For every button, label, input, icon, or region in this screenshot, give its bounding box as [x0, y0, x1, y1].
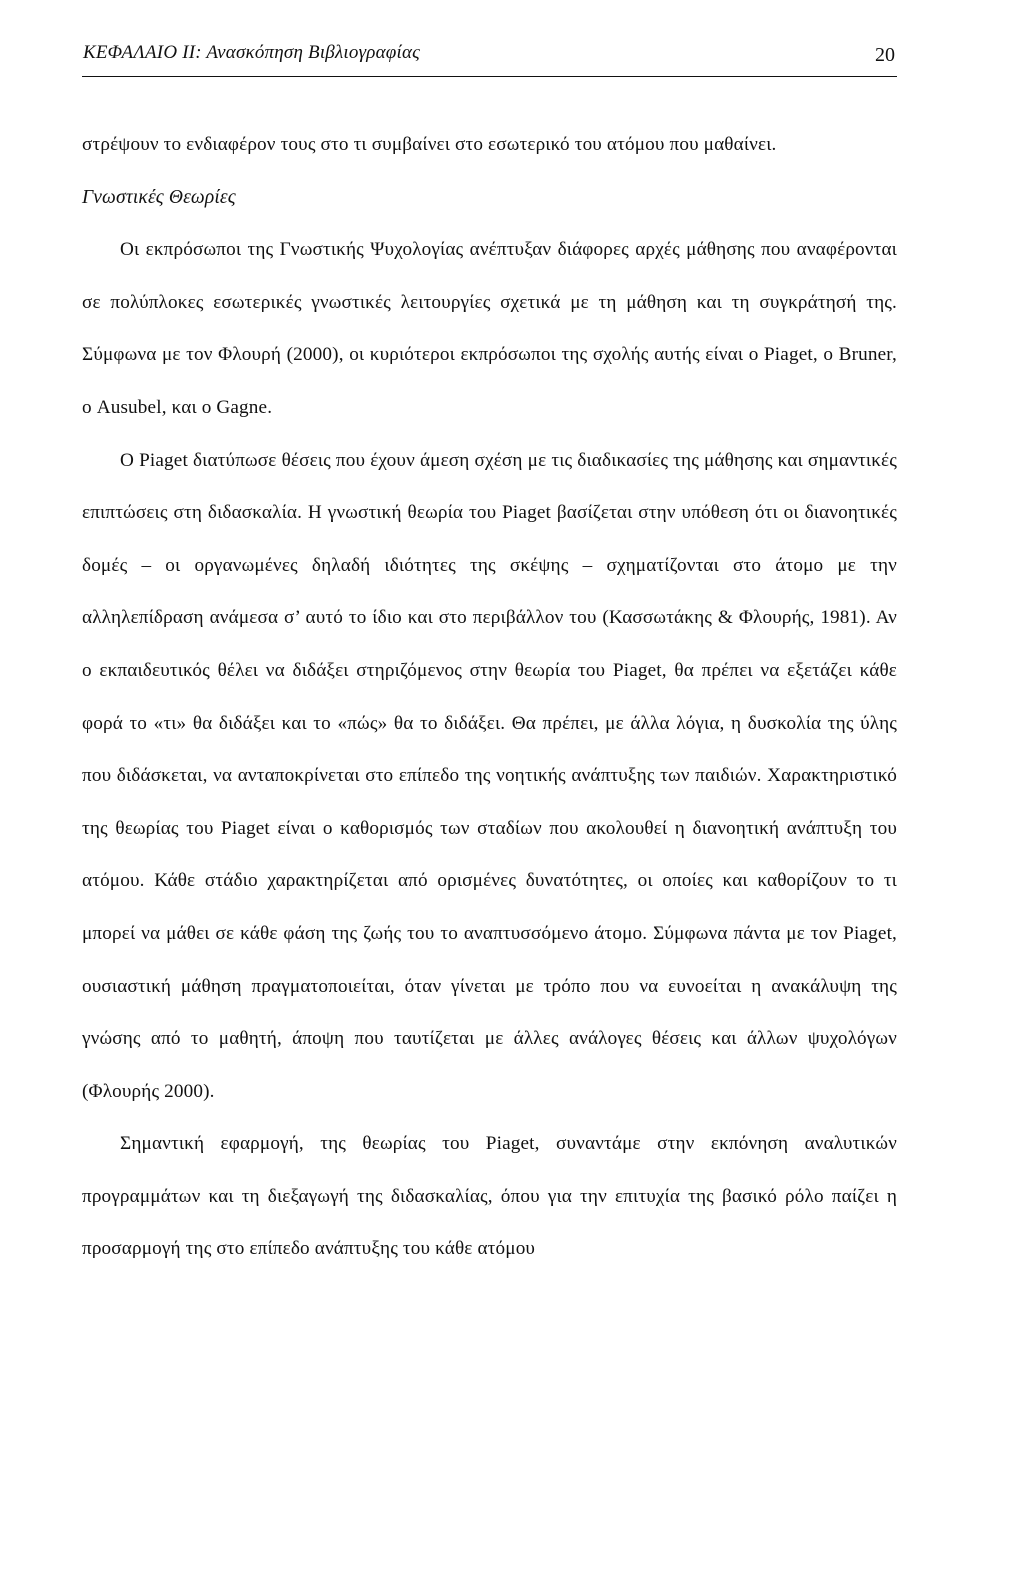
chapter-title: ΚΕΦΑΛΑΙΟ ΙΙ: Ανασκόπηση Βιβλιογραφίας [83, 42, 421, 63]
paragraph-cognitive-theories: Οι εκπρόσωποι της Γνωστικής Ψυχολογίας ανέπτυξαν διάφορες αρχές μάθησης που αναφέρονται σε πολύπλοκες εσωτερικές γνωστικές λειτουργίες σχετικά με τη μάθηση και τη συγκράτησή της. Σύμφωνα με τον Φλουρή (2000), οι κυριότεροι εκπρόσωποι της σχολής αυτής είναι ο Piaget, ο Bruner, ο Ausubel, και ο Gagne. [82, 239, 897, 418]
paragraph-application: Σημαντική εφαρμογή, της θεωρίας του Piaget, συναντάμε στην εκπόνηση αναλυτικών προγραμμάτων και τη διεξαγωγή της διδασκαλίας, όπου για την επιτυχία της βασικό ρόλο παίζει η προσαρμογή της στο επίπεδο ανάπτυξης του κάθε ατόμου [82, 1133, 897, 1260]
document-page [82, 36, 897, 1276]
page-header [82, 36, 897, 77]
paragraph-piaget: Ο Piaget διατύπωσε θέσεις που έχουν άμεση σχέση με τις διαδικασίες της μάθησης και σημαντικές επιπτώσεις στη διδασκαλία. Η γνωστική θεωρία του Piaget βασίζεται στην υπόθεση ότι οι διανοητικές δομές – οι οργανωμένες δηλαδή ιδιότητες της σκέψης – σχηματίζονται στο άτομο με την αλληλεπίδραση ανάμεσα σ’ αυτό το ίδιο και στο περιβάλλον του (Κασσωτάκης & Φλουρής, 1981). Αν ο εκπαιδευτικός θέλει να διδάξει στηριζόμενος στην θεωρία του Piaget, θα πρέπει να εξετάζει κάθε φορά το «τι» θα διδάξει και το «πώς» θα το διδάξει. Θα πρέπει, με άλλα λόγια, η δυσκολία της ύλης που διδάσκεται, να ανταποκρίνεται στο επίπεδο της νοητικής ανάπτυξης των παιδιών. Χαρακτηριστικό της θεωρίας του Piaget είναι ο καθορισμός των σταδίων που ακολουθεί η διανοητική ανάπτυξη του ατόμου. Κάθε στάδιο χαρακτηρίζεται από ορισμένες δυνατότητες, οι οποίες και καθορίζουν το τι μπορεί να μάθει σε κάθε φάση της ζωής του το αναπτυσσόμενο άτομο. Σύμφωνα πάντα με τον Piaget, ουσιαστική μάθηση πραγματοποιείται, όταν γίνεται με τρόπο που να ευνοείται η ανακάλυψη της γνώσης από το μαθητή, άποψη που ταυτίζεται με άλλες ανάλογες θέσεις και άλλων ψυχολόγων (Φλουρής 2000). [82, 449, 897, 1102]
paragraph-continuation: στρέψουν το ενδιαφέρον τους στο τι συμβαίνει στο εσωτερικό του ατόμου που μαθαίνει. [82, 134, 777, 155]
page-number: 20 [875, 44, 895, 66]
section-heading: Γνωστικές Θεωρίες [82, 186, 236, 208]
body-text [82, 119, 897, 1276]
